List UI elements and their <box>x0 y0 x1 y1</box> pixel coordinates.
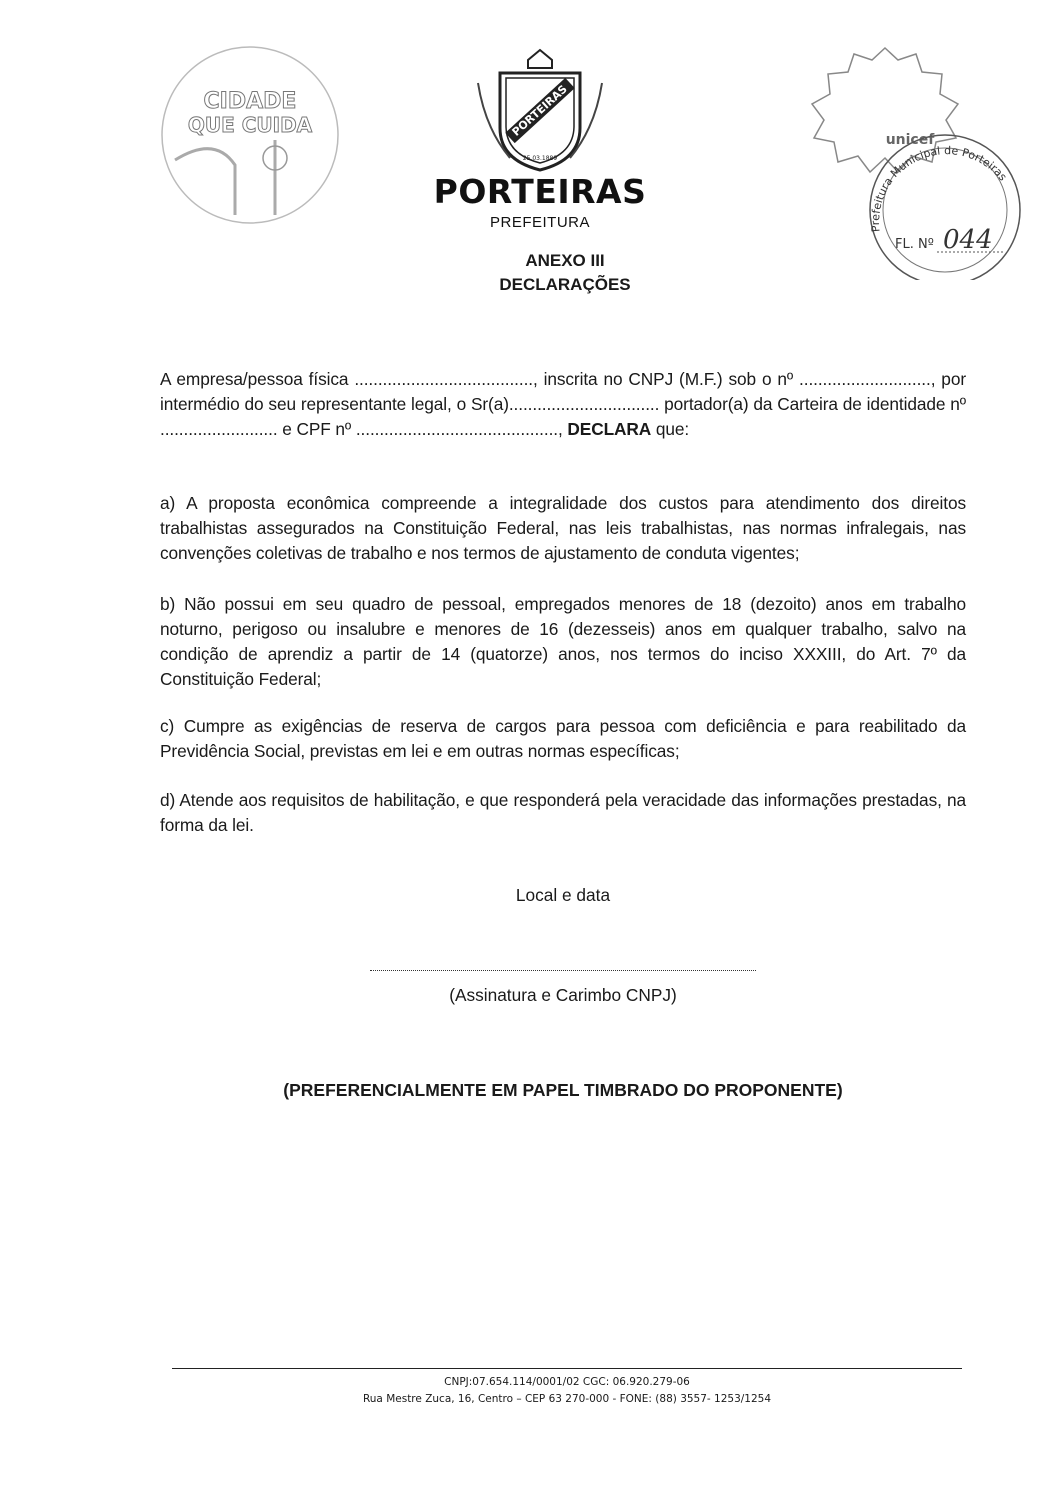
cidade-que-cuida-seal <box>155 40 345 230</box>
brand-name: PORTEIRAS <box>433 172 647 211</box>
signature-line <box>370 970 756 971</box>
svg-text:FL. Nº: FL. Nº <box>895 237 934 252</box>
intro-declara: DECLARA <box>567 419 652 439</box>
annex-heading <box>430 249 700 297</box>
footer-registration: CNPJ:07.654.114/0001/02 CGC: 06.920.279-06 <box>444 1376 690 1388</box>
brand-subtitle: PREFEITURA <box>489 214 590 231</box>
local-date: Local e data <box>515 885 611 905</box>
svg-text:PORTEIRAS: PORTEIRAS <box>509 82 570 139</box>
svg-text:044: 044 <box>943 225 993 255</box>
declaration-item-b: b) Não possui em seu quadro de pessoal, empregados menores de 18 (dezoito) anos em trabalho noturno, perigoso ou insalubre e menores de 16 (dezesseis) anos em qualquer trabalho, salvo na condição de aprendiz a partir de 14 (quatorze) anos, nos termos do inciso XXXIII, do Art. 7º da Constituição Federal; <box>160 594 966 689</box>
footer-divider <box>172 1368 962 1369</box>
declaration-item-d: d) Atende aos requisitos de habilitação, e que responderá pela veracidade das informações prestadas, na forma da lei. <box>160 790 966 835</box>
footer-address: Rua Mestre Zuca, 16, Centro – CEP 63 270-000 - FONE: (88) 3557- 1253/1254 <box>362 1393 772 1405</box>
intro-paragraph <box>160 367 966 442</box>
annex-subtitle: DECLARAÇÕES <box>499 275 631 294</box>
svg-text:Prefeitura Municipal de Portei: Prefeitura Municipal de Porteiras <box>868 144 1010 233</box>
declaration-item-c: c) Cumpre as exigências de reserva de cargos para pessoa com deficiência e para reabilitado da Previdência Social, previstas em lei e em outras normas específicas; <box>160 716 966 761</box>
porteiras-crest <box>470 38 610 178</box>
intro-text: A empresa/pessoa física ......................................, inscrita no CNPJ (M.F.) sob o nº ............................, por intermédio do seu representante legal, o Sr(a)................................ portador(a) da Carteira de identidade nº ......................... e CPF nº ..........................................., <box>160 369 966 439</box>
annex-title: ANEXO III <box>525 251 605 270</box>
svg-text:QUE CUIDA: QUE CUIDA <box>187 113 313 137</box>
svg-text:unicef: unicef <box>885 132 935 148</box>
intro-end: que: <box>651 419 690 439</box>
svg-text:25.03.1889: 25.03.1889 <box>522 155 558 162</box>
municipal-folio-stamp <box>855 130 1035 280</box>
letterhead-note: (PREFERENCIALMENTE EM PAPEL TIMBRADO DO PROPONENTE) <box>283 1080 843 1100</box>
svg-text:CIDADE: CIDADE <box>203 89 297 114</box>
declaration-item-a: a) A proposta econômica compreende a integralidade dos custos para atendimento dos direitos trabalhistas assegurados na Constituição Federal, nas leis trabalhistas, nas normas infralegais, nas convenções coletivas de trabalho e nos termos de ajustamento de conduta vigentes; <box>160 493 966 563</box>
signature-label: (Assinatura e Carimbo CNPJ) <box>449 985 677 1005</box>
